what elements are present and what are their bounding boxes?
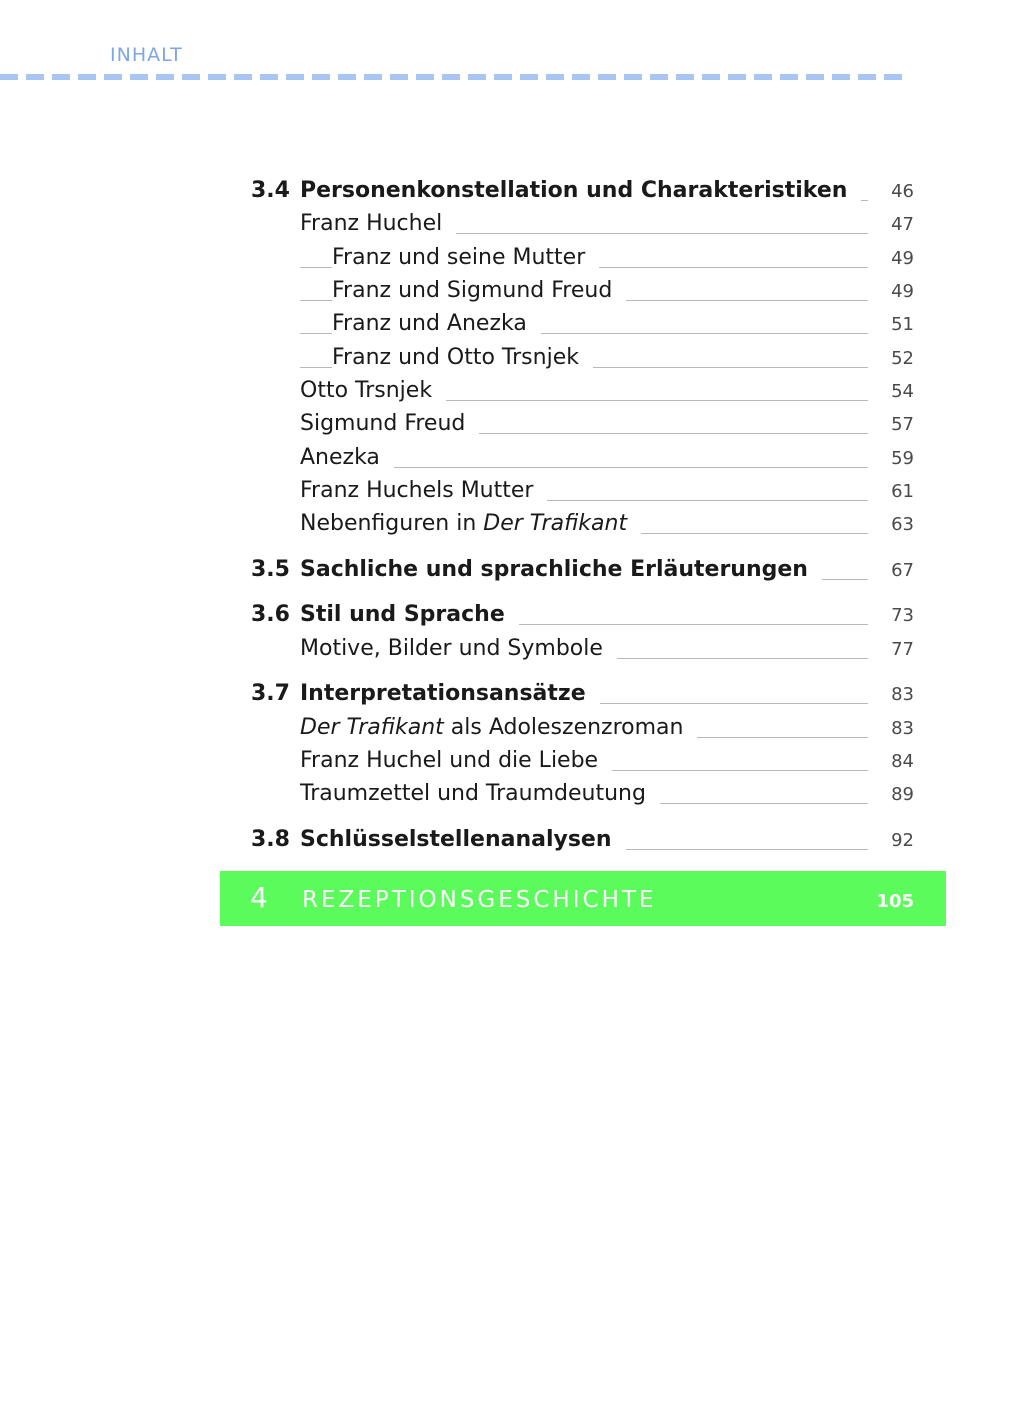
entry-title: Motive, Bilder und Symbole xyxy=(300,636,617,661)
page-number: 46 xyxy=(891,181,914,202)
page-number: 54 xyxy=(891,381,914,402)
entry-title: Franz Huchel xyxy=(300,211,456,236)
section-number: 3.8 xyxy=(251,827,290,852)
page-number: 59 xyxy=(891,448,914,469)
section-title: Interpretationsansätze xyxy=(300,681,600,706)
page-number: 84 xyxy=(891,751,914,772)
entry-title: Traumzettel und Traumdeutung xyxy=(300,781,660,806)
toc-entry-3-6[interactable] xyxy=(220,602,946,636)
chapter-number: 4 xyxy=(250,881,268,914)
page-number: 47 xyxy=(891,214,914,235)
toc-entry-franz-huchel[interactable] xyxy=(220,211,946,245)
entry-title-italic: Der Trafikant xyxy=(483,511,628,536)
section-title: Schlüsselstellenanalysen xyxy=(300,827,626,852)
page-number: 67 xyxy=(891,560,914,581)
page-number: 105 xyxy=(876,891,914,912)
entry-title: Franz Huchels Mutter xyxy=(300,478,547,503)
entry-title: Anezka xyxy=(300,445,394,470)
page-number: 52 xyxy=(891,348,914,369)
section-number: 3.4 xyxy=(251,178,290,203)
page-number: 61 xyxy=(891,481,914,502)
page-number: 89 xyxy=(891,784,914,805)
chapter-title: REZEPTIONSGESCHICHTE xyxy=(302,887,657,913)
page-number: 63 xyxy=(891,514,914,535)
page-number: 92 xyxy=(891,830,914,851)
toc-entry-franz-mutter[interactable] xyxy=(220,245,946,279)
page-number: 83 xyxy=(891,718,914,739)
page-number: 49 xyxy=(891,281,914,302)
toc-entry-nebenfiguren[interactable] xyxy=(220,511,946,545)
section-title: Personenkonstellation und Charakteristiken xyxy=(300,178,861,203)
toc-entry-freud[interactable] xyxy=(220,411,946,445)
section-header-label: INHALT xyxy=(110,44,183,66)
entry-title xyxy=(300,511,641,536)
toc-entry-liebe[interactable] xyxy=(220,748,946,782)
entry-title-plain: Nebenfiguren in xyxy=(300,511,484,536)
toc-entry-3-4[interactable] xyxy=(220,178,946,212)
toc-entry-mutter[interactable] xyxy=(220,478,946,512)
toc-entry-3-8[interactable] xyxy=(220,827,946,861)
section-title: Sachliche und sprachliche Erläuterungen xyxy=(300,557,822,582)
toc-entry-3-5[interactable] xyxy=(220,557,946,591)
section-number: 3.5 xyxy=(251,557,290,582)
toc-entry-otto[interactable] xyxy=(220,378,946,412)
page-number: 57 xyxy=(891,414,914,435)
section-number: 3.6 xyxy=(251,602,290,627)
toc-entry-traum[interactable] xyxy=(220,781,946,815)
section-title: Stil und Sprache xyxy=(300,602,519,627)
entry-title-italic: Der Trafikant xyxy=(300,715,444,740)
page-number: 77 xyxy=(891,639,914,660)
entry-title: Franz und Otto Trsnjek xyxy=(332,345,593,370)
chapter-4-bar[interactable] xyxy=(220,871,946,926)
entry-title: Otto Trsnjek xyxy=(300,378,446,403)
entry-title: Franz und Sigmund Freud xyxy=(332,278,626,303)
entry-title: Franz und Anezka xyxy=(332,311,541,336)
section-number: 3.7 xyxy=(251,681,290,706)
page-number: 73 xyxy=(891,605,914,626)
toc-entry-adoleszenz[interactable] xyxy=(220,715,946,749)
toc-entry-franz-anezka[interactable] xyxy=(220,311,946,345)
page-number: 51 xyxy=(891,314,914,335)
entry-title xyxy=(300,715,697,740)
toc-entry-3-7[interactable] xyxy=(220,681,946,715)
toc-entry-franz-otto[interactable] xyxy=(220,345,946,379)
toc-entry-franz-freud[interactable] xyxy=(220,278,946,312)
entry-title: Franz Huchel und die Liebe xyxy=(300,748,612,773)
entry-title: Franz und seine Mutter xyxy=(332,245,599,270)
dashed-header-rule xyxy=(0,74,905,80)
page-number: 83 xyxy=(891,684,914,705)
entry-title: Sigmund Freud xyxy=(300,411,479,436)
entry-title-plain: als Adoleszenzroman xyxy=(443,715,684,740)
page-number: 49 xyxy=(891,248,914,269)
toc-entry-motive[interactable] xyxy=(220,636,946,670)
toc-entry-anezka[interactable] xyxy=(220,445,946,479)
